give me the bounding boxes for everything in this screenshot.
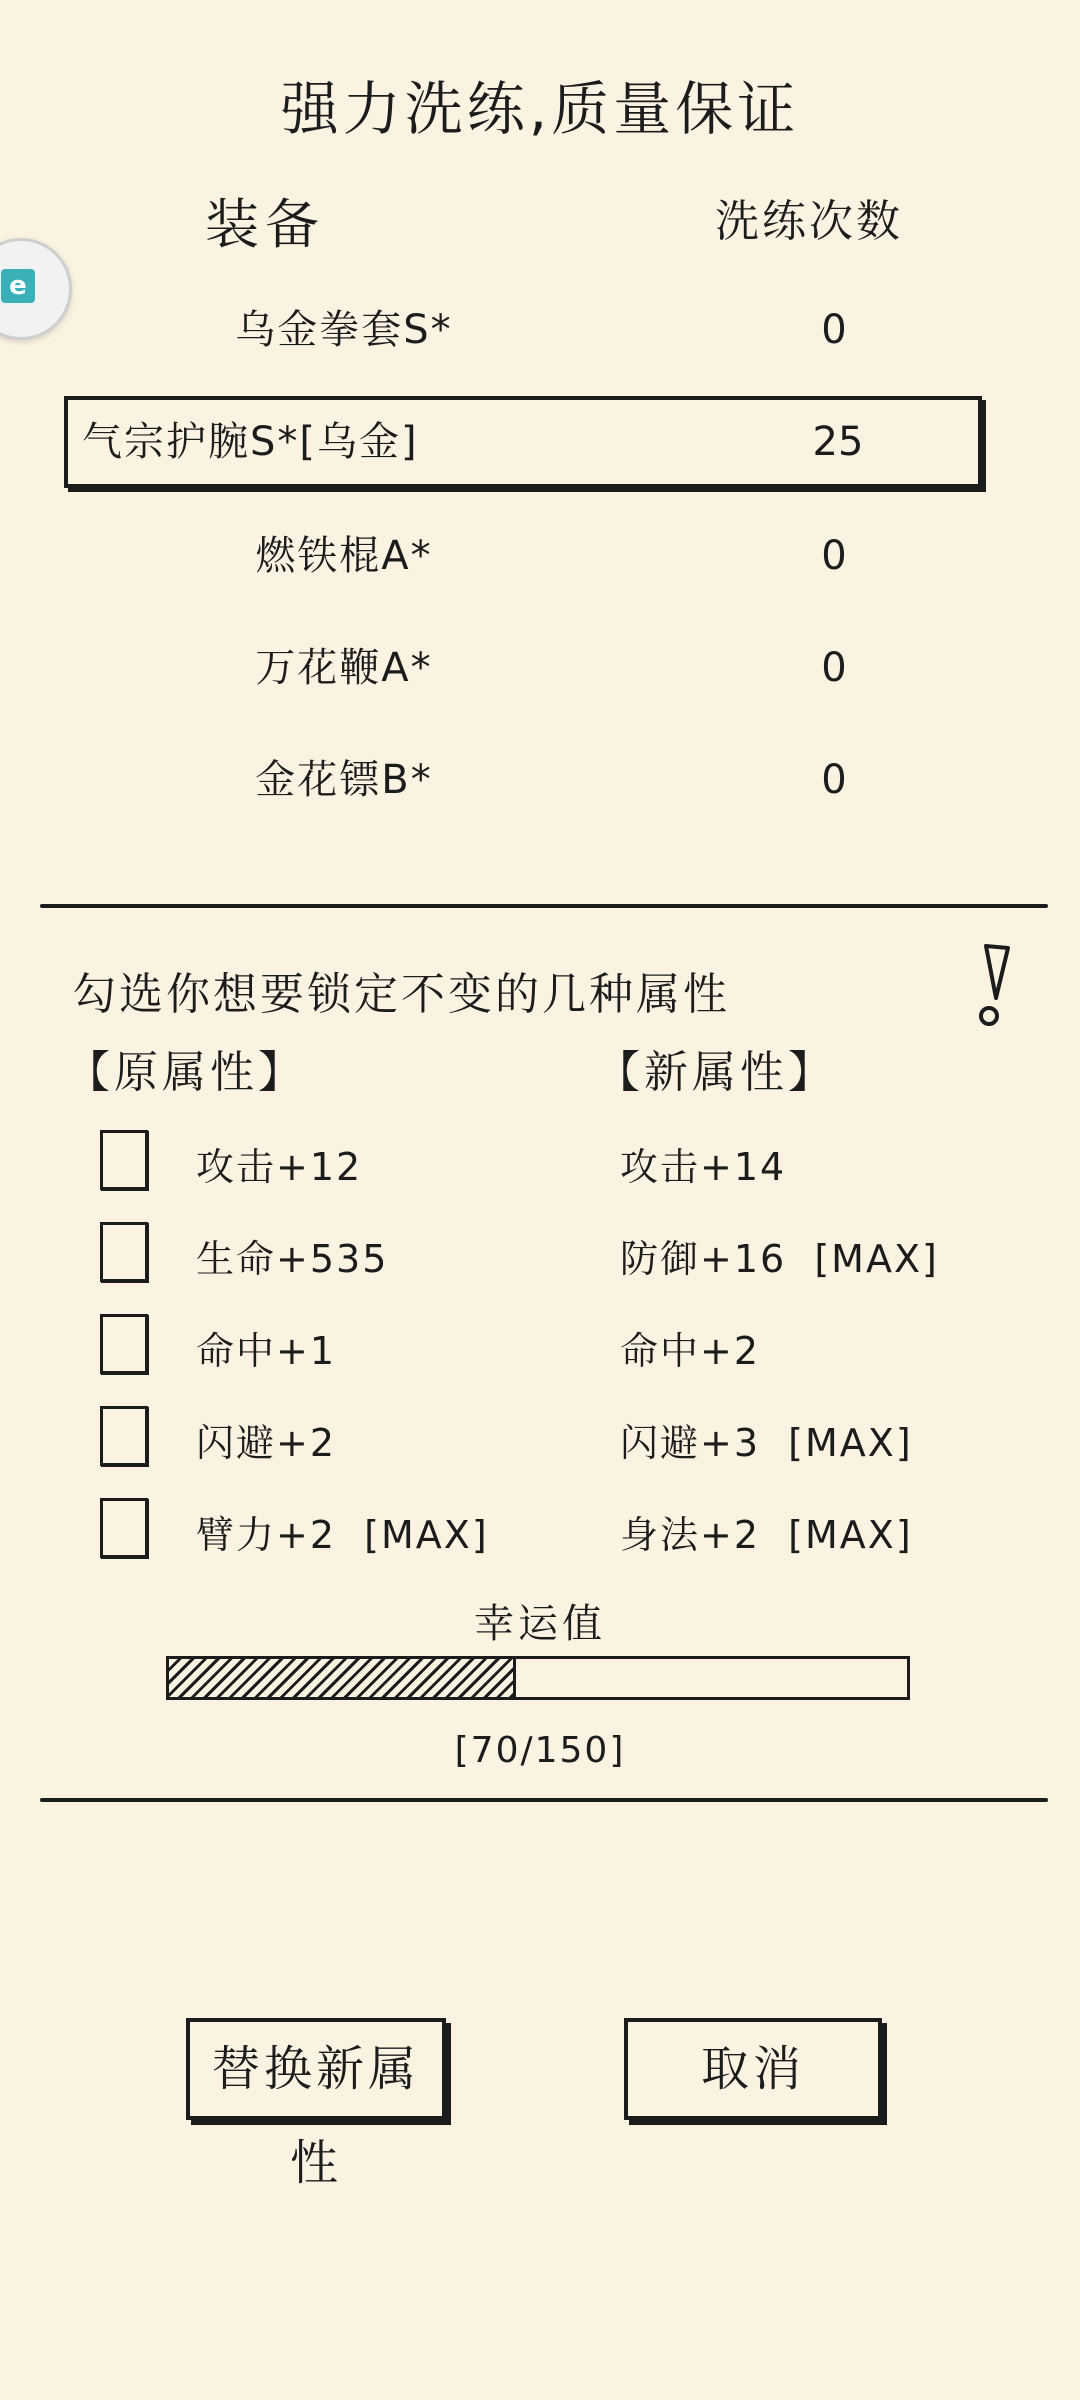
replace-attributes-button[interactable]: 替换新属性 [186, 2018, 446, 2120]
new-attribute-value: 身法+2 [MAX] [620, 1513, 913, 1557]
attribute-row [0, 1396, 1080, 1488]
equipment-list[interactable] [0, 280, 1080, 870]
equipment-row-3[interactable] [64, 628, 982, 708]
equipment-name: 气宗护腕S*[乌金] [82, 419, 419, 465]
equipment-column-header: 装备 [205, 193, 325, 256]
old-attribute-value: 生命+535 [196, 1237, 389, 1281]
equipment-name: 燃铁棍A* [255, 533, 433, 579]
equipment-refine-count: 0 [821, 757, 847, 803]
lock-checkbox[interactable] [100, 1498, 148, 1558]
refine-count-column-header: 洗练次数 [715, 196, 903, 247]
attribute-row [0, 1212, 1080, 1304]
luck-value-text: [70/150] [454, 1730, 626, 1771]
lock-checkbox[interactable] [100, 1130, 148, 1190]
lock-checkbox[interactable] [100, 1406, 148, 1466]
new-attributes-header: 【新属性】 [596, 1047, 836, 1098]
lock-checkbox[interactable] [100, 1314, 148, 1374]
old-attribute-value: 闪避+2 [196, 1421, 337, 1465]
section-divider [40, 1798, 1048, 1802]
luck-progress-bar [166, 1656, 910, 1700]
new-attribute-value: 闪避+3 [MAX] [620, 1421, 913, 1465]
attribute-row [0, 1488, 1080, 1580]
lock-checkbox[interactable] [100, 1222, 148, 1282]
new-attribute-value: 攻击+14 [620, 1145, 787, 1189]
equipment-refine-count: 0 [821, 307, 847, 353]
equipment-refine-count: 25 [812, 419, 864, 465]
old-attributes-header: 【原属性】 [66, 1047, 306, 1098]
equipment-row-1-selected[interactable] [64, 396, 982, 488]
new-attribute-value: 防御+16 [MAX] [620, 1237, 939, 1281]
old-attribute-value: 臂力+2 [MAX] [196, 1513, 489, 1557]
section-divider [40, 904, 1048, 908]
floating-assistant-icon: e [1, 269, 35, 303]
luck-progress-fill [169, 1659, 516, 1697]
attribute-row [0, 1304, 1080, 1396]
equipment-row-0[interactable] [64, 290, 982, 370]
equipment-refine-count: 0 [821, 645, 847, 691]
luck-label: 幸运值 [474, 1601, 606, 1647]
new-attribute-value: 命中+2 [620, 1329, 761, 1373]
equipment-name: 乌金拳套S* [235, 307, 453, 353]
old-attribute-value: 命中+1 [196, 1329, 337, 1373]
equipment-refine-count: 0 [821, 533, 847, 579]
lock-attributes-instruction: 勾选你想要锁定不变的几种属性 [72, 969, 730, 1020]
cancel-button[interactable]: 取消 [624, 2018, 882, 2120]
equipment-row-2[interactable] [64, 516, 982, 596]
exclamation-icon[interactable] [968, 940, 1018, 1030]
equipment-name: 万花鞭A* [255, 645, 433, 691]
equipment-row-4[interactable] [64, 740, 982, 820]
attribute-row [0, 1120, 1080, 1212]
old-attribute-value: 攻击+12 [196, 1145, 363, 1189]
equipment-name: 金花镖B* [255, 757, 433, 803]
page-title: 强力洗练,质量保证 [280, 75, 800, 143]
